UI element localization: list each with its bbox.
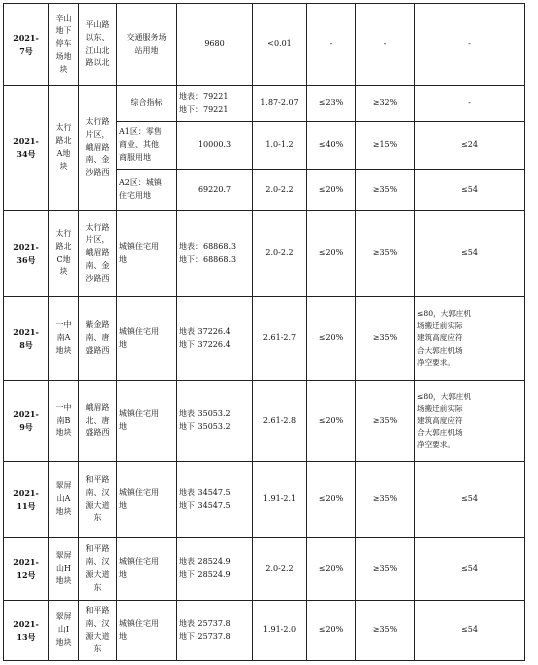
height-limit: ≤24 (415, 122, 525, 170)
parcel-name: 一中 南A 地块 (49, 297, 79, 381)
parcel-name: 太行 路北 A地 块 (49, 86, 79, 211)
table-row (4, 297, 525, 381)
plot-ratio: 2.0-2.2 (253, 211, 307, 297)
building-density: ≤20% (307, 211, 356, 297)
green-ratio: ≥35% (356, 538, 415, 601)
land-use: 城镇住宅用 地 (117, 538, 177, 601)
parcel-location: 峨眉路 北、唐 盛路西 (79, 381, 117, 462)
table-row (4, 538, 525, 601)
plot-ratio: 1.87-2.07 (253, 86, 307, 122)
table-row (4, 86, 525, 122)
green-ratio: ≥35% (356, 211, 415, 297)
parcel-location: 紫金路 南、唐 盛路西 (79, 297, 117, 381)
height-limit: ≤54 (415, 462, 525, 538)
parcel-location: 和平路 南、汉 源大道 东 (79, 601, 117, 661)
land-area: 地表：68868.3 地下：68868.3 (177, 211, 253, 297)
building-density: ≤20% (307, 538, 356, 601)
land-area: 地表 37226.4 地下 37226.4 (177, 297, 253, 381)
land-use: 交通服务场 站用地 (117, 4, 177, 86)
plot-ratio: 2.61-2.8 (253, 381, 307, 462)
plot-ratio: <0.01 (253, 4, 307, 86)
height-limit: ≤80，大郭庄机 场搬迁前实际 建筑高度应符 合大郭庄机场 净空要求。 (415, 297, 525, 381)
land-use: 综合指标 (117, 86, 177, 122)
land-use: A2区：城镇 住宅用地 (117, 170, 177, 211)
land-area: 10000.3 (177, 122, 253, 170)
parcel-location: 太行路 片区， 峨眉路 南、金 沙路西 (79, 211, 117, 297)
green-ratio: ≥32% (356, 86, 415, 122)
parcel-code: 2021- 12号 (4, 538, 49, 601)
building-density: ≤20% (307, 170, 356, 211)
building-density: ≤20% (307, 381, 356, 462)
parcel-name: 翠屏 山A 地块 (49, 462, 79, 538)
plot-ratio: 2.0-2.2 (253, 538, 307, 601)
height-limit: - (415, 86, 525, 122)
green-ratio: ≥35% (356, 462, 415, 538)
building-density: ≤20% (307, 601, 356, 661)
land-area: 69220.7 (177, 170, 253, 211)
table-row (4, 381, 525, 462)
plot-ratio: 1.91-2.0 (253, 601, 307, 661)
land-use: 城镇住宅用 地 (117, 381, 177, 462)
parcel-name: 翠屏 山I 地块 (49, 601, 79, 661)
building-density: ≤23% (307, 86, 356, 122)
parcel-location: 太行路 片区， 峨眉路 南、金 沙路西 (79, 86, 117, 211)
land-area: 地表 34547.5 地下 34547.5 (177, 462, 253, 538)
table-row (4, 4, 525, 86)
parcel-code: 2021- 7号 (4, 4, 49, 86)
table-row (4, 211, 525, 297)
parcel-name: 一中 南B 地块 (49, 381, 79, 462)
building-density: ≤20% (307, 297, 356, 381)
height-limit: ≤54 (415, 601, 525, 661)
plot-ratio: 2.0-2.2 (253, 170, 307, 211)
parcel-name: 翠屏 山H 地块 (49, 538, 79, 601)
parcel-location: 和平路 南、汉 源大道 东 (79, 462, 117, 538)
building-density: ≤20% (307, 462, 356, 538)
parcel-code: 2021- 13号 (4, 601, 49, 661)
height-limit: ≤54 (415, 211, 525, 297)
building-density: ≤40% (307, 122, 356, 170)
parcel-code: 2021- 8号 (4, 297, 49, 381)
land-use: 城镇住宅用 地 (117, 211, 177, 297)
land-parcel-table (3, 3, 525, 661)
parcel-name: 辛山 地下 停车 场地 块 (49, 4, 79, 86)
plot-ratio: 1.91-2.1 (253, 462, 307, 538)
table-row (4, 462, 525, 538)
plot-ratio: 1.0-1.2 (253, 122, 307, 170)
parcel-location: 和平路 南、汉 源大道 东 (79, 538, 117, 601)
parcel-code: 2021- 34号 (4, 86, 49, 211)
land-use: 城镇住宅用 地 (117, 297, 177, 381)
green-ratio: ≥35% (356, 601, 415, 661)
parcel-location: 平山路 以东、 江山北 路以北 (79, 4, 117, 86)
plot-ratio: 2.61-2.7 (253, 297, 307, 381)
green-ratio: ≥15% (356, 122, 415, 170)
height-limit: ≤54 (415, 538, 525, 601)
green-ratio: ≥35% (356, 297, 415, 381)
land-area: 地表 25737.8 地下 25737.8 (177, 601, 253, 661)
parcel-code: 2021- 36号 (4, 211, 49, 297)
parcel-code: 2021- 9号 (4, 381, 49, 462)
land-area: 9680 (177, 4, 253, 86)
table-row (4, 601, 525, 661)
green-ratio: - (356, 4, 415, 86)
green-ratio: ≥35% (356, 170, 415, 211)
building-density: - (307, 4, 356, 86)
green-ratio: ≥35% (356, 381, 415, 462)
land-area: 地表 28524.9 地下 28524.9 (177, 538, 253, 601)
land-area: 地表：79221 地下：79221 (177, 86, 253, 122)
land-area: 地表 35053.2 地下 35053.2 (177, 381, 253, 462)
land-use: 城镇住宅用 地 (117, 601, 177, 661)
height-limit: ≤54 (415, 170, 525, 211)
land-use: 城镇住宅用 地 (117, 462, 177, 538)
parcel-name: 太行 路北 C地 块 (49, 211, 79, 297)
height-limit: ≤80，大郭庄机 场搬迁前实际 建筑高度应符 合大郭庄机场 净空要求。 (415, 381, 525, 462)
height-limit: - (415, 4, 525, 86)
parcel-code: 2021- 11号 (4, 462, 49, 538)
land-use: A1区：零售 商业、其他 商服用地 (117, 122, 177, 170)
